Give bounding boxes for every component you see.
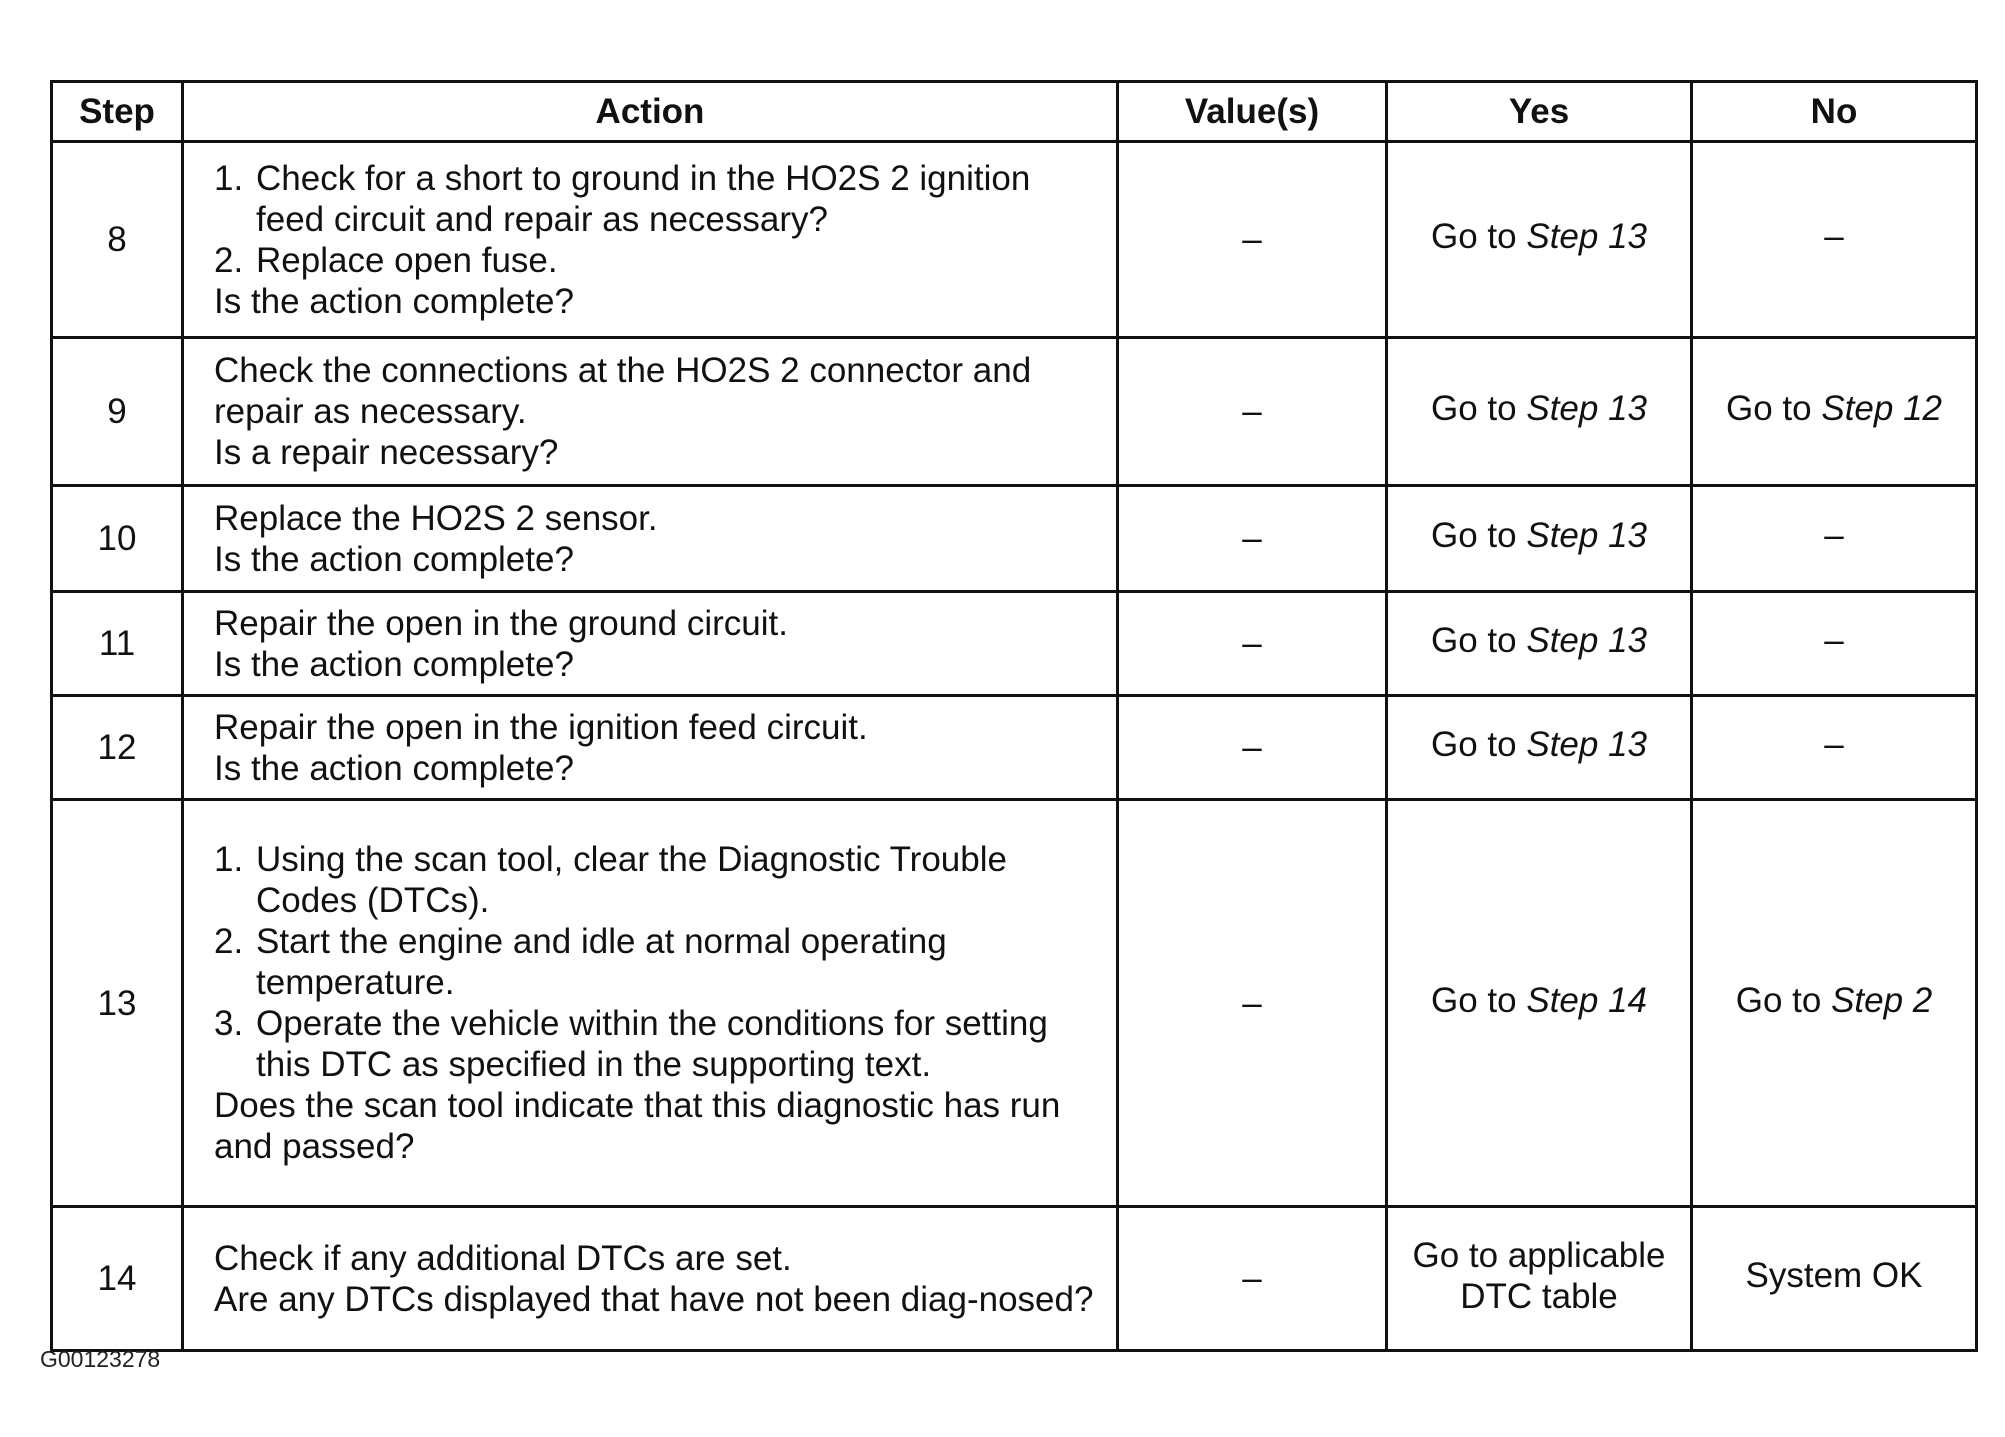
no-cell (1692, 592, 1977, 696)
yes-text: Go to (1431, 516, 1517, 555)
action-question: Does the scan tool indicate that this diagnostic has run and passed? (214, 1086, 1061, 1166)
value-cell: – (1118, 800, 1387, 1207)
no-cell (1692, 696, 1977, 800)
action-question: Is the action complete? (214, 748, 574, 788)
no-text: Go to (1726, 389, 1812, 428)
yes-step-ref: Step 13 (1526, 389, 1647, 428)
action-text: Replace the HO2S 2 sensor. (214, 498, 658, 538)
table-row (52, 592, 1977, 696)
value-cell: – (1118, 592, 1387, 696)
yes-cell (1387, 696, 1692, 800)
action-cell (183, 486, 1118, 592)
yes-step-ref: Step 13 (1526, 516, 1647, 555)
action-text: Repair the open in the ground circuit. (214, 603, 788, 643)
no-text: Go to (1735, 980, 1822, 1020)
no-text: – (1824, 725, 1844, 764)
action-cell (183, 1207, 1118, 1351)
no-text: – (1824, 217, 1844, 256)
yes-text: Go to applicable DTC table (1412, 1235, 1666, 1316)
header-action: Action (183, 82, 1118, 142)
no-cell (1692, 338, 1977, 486)
action-cell (183, 338, 1118, 486)
table-row (52, 142, 1977, 338)
action-question: Are any DTCs displayed that have not been diag-nosed? (214, 1279, 1094, 1319)
table-header (52, 82, 1977, 142)
yes-text: Go to (1431, 621, 1517, 660)
yes-text: Go to (1431, 389, 1517, 428)
yes-cell (1387, 338, 1692, 486)
yes-step-ref: Step 13 (1526, 621, 1647, 660)
action-step-number: 1. (214, 840, 244, 879)
step-number: 10 (52, 486, 183, 592)
yes-text: Go to (1431, 725, 1517, 764)
action-step-text: Start the engine and idle at normal operating temperature. (256, 922, 947, 1002)
no-text: – (1824, 621, 1844, 660)
action-question: Is the action complete? (214, 539, 574, 579)
figure-code: G00123278 (40, 1346, 161, 1372)
step-number: 8 (52, 142, 183, 338)
action-step-number: 1. (214, 158, 244, 198)
header-no: No (1692, 82, 1977, 142)
action-question: Is a repair necessary? (214, 433, 559, 472)
action-text: Repair the open in the ignition feed circuit. (214, 707, 868, 747)
no-cell (1692, 142, 1977, 338)
action-step-item (214, 158, 1102, 240)
header-values: Value(s) (1118, 82, 1387, 142)
yes-cell (1387, 486, 1692, 592)
step-number: 9 (52, 338, 183, 486)
table-row (52, 1207, 1977, 1351)
table-row (52, 338, 1977, 486)
no-step-ref: Step 12 (1821, 389, 1942, 428)
yes-cell (1387, 592, 1692, 696)
step-number: 13 (52, 800, 183, 1207)
value-cell: – (1118, 1207, 1387, 1351)
action-question: Is the action complete? (214, 281, 574, 321)
diagnostic-table (50, 80, 1978, 1352)
action-step-item (214, 839, 1102, 921)
value-cell: – (1118, 696, 1387, 800)
no-cell (1692, 1207, 1977, 1351)
step-number: 12 (52, 696, 183, 800)
no-cell (1692, 486, 1977, 592)
action-cell (183, 800, 1118, 1207)
action-step-text: Operate the vehicle within the conditions for setting this DTC as specified in the supporting text. (256, 1004, 1048, 1084)
yes-text: Go to (1431, 980, 1517, 1020)
no-text: – (1824, 516, 1844, 555)
header-row (52, 82, 1977, 142)
action-step-number: 3. (214, 1004, 244, 1043)
action-step-number: 2. (214, 922, 244, 961)
action-cell (183, 696, 1118, 800)
yes-cell (1387, 800, 1692, 1207)
table-row (52, 696, 1977, 800)
value-cell: – (1118, 486, 1387, 592)
table-body (52, 142, 1977, 1351)
action-question: Is the action complete? (214, 644, 574, 684)
no-step-ref: Step 2 (1831, 980, 1933, 1020)
action-step-text: Replace open fuse. (256, 240, 558, 280)
value-cell: – (1118, 338, 1387, 486)
action-step-text: Check for a short to ground in the HO2S 2 ignition feed circuit and repair as necessary? (256, 158, 1031, 239)
yes-step-ref: Step 13 (1526, 725, 1647, 764)
step-number: 14 (52, 1207, 183, 1351)
yes-step-ref: Step 13 (1526, 217, 1647, 256)
action-step-item (214, 921, 1102, 1003)
action-text: Check if any additional DTCs are set. (214, 1238, 792, 1278)
action-step-item (214, 240, 1102, 281)
action-cell (183, 592, 1118, 696)
yes-text: Go to (1431, 217, 1517, 256)
table-row (52, 486, 1977, 592)
table-row (52, 800, 1977, 1207)
action-cell (183, 142, 1118, 338)
action-step-item (214, 1003, 1102, 1085)
no-cell (1692, 800, 1977, 1207)
action-step-text: Using the scan tool, clear the Diagnostic Trouble Codes (DTCs). (256, 840, 1007, 920)
header-yes: Yes (1387, 82, 1692, 142)
header-step: Step (52, 82, 183, 142)
no-text: System OK (1745, 1256, 1923, 1295)
yes-cell (1387, 142, 1692, 338)
yes-step-ref: Step 14 (1526, 980, 1647, 1020)
yes-cell (1387, 1207, 1692, 1351)
value-cell: – (1118, 142, 1387, 338)
action-text: Check the connections at the HO2S 2 connector and repair as necessary. (214, 351, 1032, 431)
action-step-number: 2. (214, 240, 244, 280)
step-number: 11 (52, 592, 183, 696)
